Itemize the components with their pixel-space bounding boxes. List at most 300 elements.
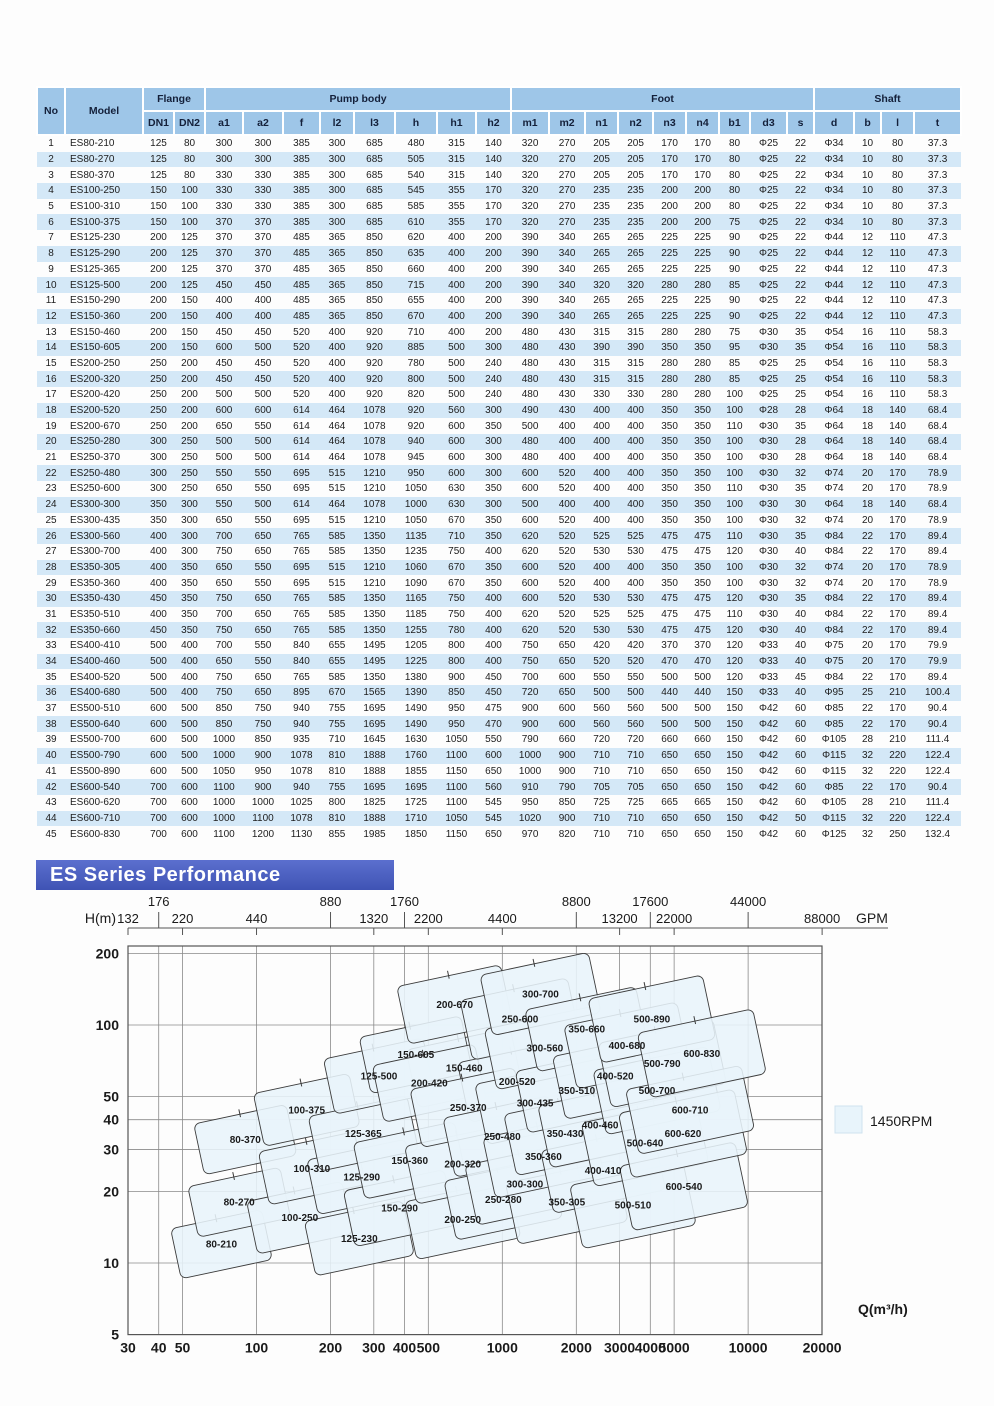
table-cell: 250 bbox=[150, 405, 167, 417]
table-cell: 22 bbox=[861, 781, 874, 793]
table-cell: 80 bbox=[728, 169, 741, 181]
table-cell: 68.4 bbox=[927, 436, 948, 448]
table-cell: 78.9 bbox=[927, 577, 948, 589]
table-cell: Φ25 bbox=[758, 389, 779, 401]
table-cell: 20 bbox=[861, 656, 874, 668]
table-cell: 111.4 bbox=[925, 734, 950, 746]
table-cell: 710 bbox=[593, 750, 610, 762]
table-cell: 480 bbox=[521, 357, 539, 369]
table-cell: 37.3 bbox=[927, 185, 948, 197]
table-cell: 265 bbox=[627, 248, 644, 260]
table-cell: 22 bbox=[794, 248, 807, 260]
table-cell: 89.4 bbox=[927, 608, 948, 620]
table-cell: 150 bbox=[726, 781, 743, 793]
table-cell: 400 bbox=[448, 310, 465, 322]
table-cell: 110 bbox=[889, 357, 906, 369]
region-label: 100-375 bbox=[288, 1105, 326, 1117]
table-cell: 6 bbox=[48, 216, 54, 228]
table-cell: 920 bbox=[407, 420, 425, 432]
table-cell: Φ54 bbox=[824, 326, 844, 338]
table-cell: 480 bbox=[521, 342, 539, 354]
column-header: h2 bbox=[476, 111, 511, 135]
table-cell: 585 bbox=[328, 671, 346, 683]
table-cell: 655 bbox=[407, 295, 425, 307]
table-cell: Φ75 bbox=[824, 656, 844, 668]
table-cell: 500 bbox=[181, 750, 198, 762]
table-cell: 122.4 bbox=[925, 765, 951, 777]
table-cell: 170 bbox=[485, 201, 502, 213]
x-tick-label: 300 bbox=[362, 1339, 386, 1356]
table-cell: 765 bbox=[293, 546, 310, 558]
table-cell: ES600-710 bbox=[70, 812, 121, 824]
table-cell: 940 bbox=[293, 781, 310, 793]
table-cell: 600 bbox=[448, 467, 465, 479]
table-cell: 35 bbox=[794, 530, 807, 542]
table-cell: 365 bbox=[328, 310, 346, 322]
x-tick-label: 10000 bbox=[728, 1339, 768, 1356]
table-cell: 500 bbox=[593, 687, 610, 699]
table-cell: Φ84 bbox=[824, 546, 844, 558]
gpm-tick-label: 44000 bbox=[730, 894, 767, 909]
table-cell: 480 bbox=[521, 436, 539, 448]
table-cell: 600 bbox=[181, 828, 198, 840]
table-cell: 300 bbox=[485, 499, 502, 511]
table-cell: 315 bbox=[593, 326, 610, 338]
table-cell: 520 bbox=[558, 546, 576, 558]
table-cell: 790 bbox=[521, 734, 539, 746]
table-cell: 385 bbox=[293, 138, 310, 150]
table-cell: Φ84 bbox=[824, 530, 844, 542]
table-cell: 78.9 bbox=[927, 483, 948, 495]
table-cell: 265 bbox=[593, 295, 610, 307]
column-header: n4 bbox=[686, 111, 719, 135]
table-cell: 330 bbox=[215, 185, 233, 197]
table-cell: Φ30 bbox=[758, 452, 779, 464]
table-cell: 500 bbox=[254, 499, 272, 511]
table-cell: 22 bbox=[794, 232, 807, 244]
table-cell: 60 bbox=[794, 750, 807, 762]
table-cell: 1100 bbox=[445, 781, 468, 793]
region-label: 400-520 bbox=[596, 1071, 634, 1083]
table-cell: 12 bbox=[861, 263, 874, 275]
table-cell: 585 bbox=[407, 201, 425, 213]
table-cell: 480 bbox=[521, 452, 539, 464]
table-cell: 80 bbox=[728, 185, 741, 197]
table-cell: 110 bbox=[889, 310, 906, 322]
table-cell: Φ25 bbox=[758, 185, 779, 197]
table-cell: 500 bbox=[181, 718, 198, 730]
table-cell: 695 bbox=[293, 561, 310, 573]
table-cell: Φ44 bbox=[824, 310, 844, 322]
table-cell: 205 bbox=[627, 154, 644, 166]
table-cell: 150 bbox=[150, 216, 167, 228]
table-cell: 400 bbox=[328, 373, 346, 385]
table-cell: 650 bbox=[694, 765, 711, 777]
table-cell: 20 bbox=[861, 514, 874, 526]
region-label: 150-605 bbox=[397, 1050, 435, 1062]
table-cell: Φ34 bbox=[824, 154, 844, 166]
table-cell: Φ33 bbox=[758, 640, 779, 652]
table-cell: 60 bbox=[794, 828, 807, 840]
table-cell: Φ85 bbox=[824, 718, 844, 730]
table-cell: 1200 bbox=[251, 828, 275, 840]
table-cell: 750 bbox=[215, 671, 233, 683]
table-cell: 720 bbox=[627, 734, 644, 746]
table-cell: Φ25 bbox=[758, 216, 779, 228]
table-cell: 530 bbox=[627, 593, 644, 605]
table-cell: 610 bbox=[407, 216, 425, 228]
table-cell: 650 bbox=[661, 781, 678, 793]
table-cell: 38 bbox=[45, 718, 57, 730]
table-row bbox=[37, 371, 961, 387]
table-cell: Φ85 bbox=[824, 703, 844, 715]
table-row bbox=[37, 732, 961, 748]
table-cell: 1078 bbox=[363, 499, 386, 511]
table-cell: 370 bbox=[254, 263, 272, 275]
table-cell: 33 bbox=[45, 640, 57, 652]
table-cell: 35 bbox=[794, 593, 807, 605]
table-cell: 280 bbox=[694, 326, 711, 338]
table-cell: 300 bbox=[328, 201, 346, 213]
table-cell: 320 bbox=[521, 154, 539, 166]
table-cell: 920 bbox=[366, 326, 383, 338]
table-cell: 10 bbox=[861, 138, 874, 150]
table-cell: 1135 bbox=[405, 530, 427, 542]
table-cell: 300 bbox=[485, 436, 502, 448]
table-cell: 1050 bbox=[445, 734, 468, 746]
table-cell: 32 bbox=[794, 561, 807, 573]
table-row bbox=[37, 387, 961, 403]
table-cell: 370 bbox=[661, 640, 678, 652]
region-label: 500-700 bbox=[638, 1086, 676, 1098]
table-cell: 34 bbox=[45, 656, 57, 668]
table-cell: 200 bbox=[150, 295, 167, 307]
table-cell: 1078 bbox=[363, 436, 386, 448]
table-cell: 1000 bbox=[518, 750, 542, 762]
table-row bbox=[37, 513, 961, 529]
table-cell: 120 bbox=[726, 656, 743, 668]
column-header: t bbox=[914, 111, 961, 135]
table-cell: 300 bbox=[215, 138, 233, 150]
table-cell: 400 bbox=[448, 232, 465, 244]
table-cell: 68.4 bbox=[927, 420, 948, 432]
table-cell: 1100 bbox=[445, 797, 468, 809]
table-cell: 720 bbox=[521, 687, 539, 699]
table-cell: 150 bbox=[181, 310, 198, 322]
table-cell: 400 bbox=[485, 640, 502, 652]
table-cell: 650 bbox=[558, 656, 576, 668]
region-label: 200-250 bbox=[444, 1215, 482, 1227]
table-cell: 614 bbox=[293, 405, 310, 417]
table-cell: 370 bbox=[254, 216, 272, 228]
table-cell: ES500-640 bbox=[70, 718, 121, 730]
table-cell: Φ30 bbox=[758, 546, 779, 558]
table-cell: 50 bbox=[794, 812, 807, 824]
table-cell: Φ42 bbox=[758, 750, 779, 762]
table-cell: 150 bbox=[181, 295, 198, 307]
table-cell: 122.4 bbox=[925, 812, 951, 824]
region-label: 300-435 bbox=[516, 1098, 554, 1110]
table-cell: 280 bbox=[661, 389, 678, 401]
table-cell: 525 bbox=[593, 608, 610, 620]
table-cell: 350 bbox=[694, 577, 711, 589]
table-cell: 250 bbox=[181, 467, 198, 479]
table-cell: 520 bbox=[558, 483, 576, 495]
table-cell: 935 bbox=[293, 734, 310, 746]
table-row bbox=[37, 465, 961, 481]
performance-chart bbox=[60, 890, 994, 1390]
table-cell: 235 bbox=[593, 216, 610, 228]
table-cell: 400 bbox=[150, 530, 167, 542]
table-cell: 37.3 bbox=[927, 169, 948, 181]
table-cell: 270 bbox=[558, 185, 576, 197]
table-cell: 22 bbox=[861, 546, 874, 558]
table-cell: 10 bbox=[861, 154, 874, 166]
table-cell: 320 bbox=[627, 279, 644, 291]
table-cell: 400 bbox=[627, 420, 644, 432]
table-cell: 530 bbox=[593, 593, 610, 605]
table-cell: 170 bbox=[661, 154, 678, 166]
table-cell: 500 bbox=[254, 436, 272, 448]
table-cell: 150 bbox=[726, 718, 743, 730]
table-row bbox=[37, 544, 961, 560]
table-cell: 1350 bbox=[363, 530, 386, 542]
table-cell: 270 bbox=[558, 169, 576, 181]
table-cell: 600 bbox=[521, 514, 539, 526]
table-cell: 200 bbox=[694, 185, 711, 197]
table-cell: 315 bbox=[448, 169, 465, 181]
table-cell: 370 bbox=[254, 248, 272, 260]
table-cell: 205 bbox=[593, 169, 610, 181]
table-cell: 18 bbox=[861, 405, 874, 417]
table-cell: 170 bbox=[694, 138, 711, 150]
table-cell: 440 bbox=[694, 687, 711, 699]
table-cell: 1495 bbox=[363, 656, 386, 668]
table-cell: 315 bbox=[593, 357, 610, 369]
table-cell: 235 bbox=[627, 201, 644, 213]
table-cell: 1185 bbox=[405, 608, 427, 620]
table-cell: 950 bbox=[254, 765, 272, 777]
table-cell: 10 bbox=[861, 216, 874, 228]
table-cell: 26 bbox=[45, 530, 57, 542]
table-cell: 650 bbox=[215, 656, 233, 668]
table-cell: 450 bbox=[254, 326, 272, 338]
table-cell: 370 bbox=[215, 216, 233, 228]
table-cell: 170 bbox=[889, 467, 906, 479]
table-cell: ES300-700 bbox=[70, 546, 121, 558]
table-cell: 200 bbox=[150, 342, 167, 354]
table-cell: 20 bbox=[861, 577, 874, 589]
table-cell: 47.3 bbox=[927, 248, 948, 260]
table-cell: 100 bbox=[726, 499, 743, 511]
column-header: b bbox=[854, 111, 881, 135]
table-cell: 800 bbox=[407, 373, 425, 385]
table-cell: 315 bbox=[627, 326, 644, 338]
table-cell: 1210 bbox=[363, 467, 386, 479]
table-cell: 350 bbox=[661, 467, 678, 479]
flow-axis-label: Q(m³/h) bbox=[858, 1301, 908, 1317]
table-cell: 550 bbox=[254, 656, 272, 668]
table-cell: 12 bbox=[861, 248, 874, 260]
table-cell: 365 bbox=[328, 263, 346, 275]
table-row bbox=[37, 135, 961, 152]
table-cell: Φ84 bbox=[824, 608, 844, 620]
table-cell: 75 bbox=[728, 216, 741, 228]
x-tick-label: 100 bbox=[244, 1339, 269, 1356]
table-cell: 170 bbox=[694, 154, 711, 166]
table-cell: 21 bbox=[45, 452, 57, 464]
table-cell: 300 bbox=[328, 169, 346, 181]
table-cell: 600 bbox=[448, 452, 465, 464]
table-cell: 475 bbox=[661, 530, 678, 542]
table-cell: 41 bbox=[45, 765, 57, 777]
table-cell: 650 bbox=[485, 828, 502, 840]
table-cell: 490 bbox=[521, 405, 539, 417]
table-cell: 300 bbox=[485, 342, 502, 354]
table-cell: 90.4 bbox=[927, 703, 948, 715]
table-cell: 1210 bbox=[363, 483, 386, 495]
table-cell: 485 bbox=[293, 263, 310, 275]
table-row bbox=[37, 262, 961, 278]
table-cell: 520 bbox=[293, 373, 310, 385]
table-cell: 500 bbox=[521, 499, 539, 511]
table-cell: 900 bbox=[448, 671, 465, 683]
table-cell: 300 bbox=[150, 436, 167, 448]
table-cell: 315 bbox=[448, 138, 465, 150]
region-label: 500-510 bbox=[614, 1200, 652, 1212]
table-cell: 18 bbox=[861, 436, 874, 448]
table-cell: 710 bbox=[448, 530, 465, 542]
table-cell: 350 bbox=[181, 577, 198, 589]
table-cell: 710 bbox=[328, 734, 346, 746]
table-cell: 340 bbox=[558, 248, 576, 260]
table-cell: Φ54 bbox=[824, 389, 844, 401]
table-cell: 695 bbox=[293, 514, 310, 526]
table-cell: Φ25 bbox=[758, 295, 779, 307]
table-cell: 150 bbox=[181, 342, 198, 354]
table-cell: 400 bbox=[328, 389, 346, 401]
table-cell: ES125-500 bbox=[70, 279, 121, 291]
table-cell: 200 bbox=[485, 279, 502, 291]
table-cell: 28 bbox=[861, 797, 874, 809]
table-cell: 470 bbox=[661, 656, 678, 668]
table-cell: 500 bbox=[215, 436, 233, 448]
table-cell: 400 bbox=[181, 671, 198, 683]
table-cell: 650 bbox=[215, 577, 233, 589]
table-cell: ES300-435 bbox=[70, 514, 121, 526]
table-cell: 265 bbox=[593, 263, 610, 275]
table-cell: 1565 bbox=[363, 687, 386, 699]
table-cell: 800 bbox=[328, 797, 346, 809]
table-cell: 1078 bbox=[363, 405, 386, 417]
table-cell: 650 bbox=[215, 483, 233, 495]
y-tick-label: 50 bbox=[103, 1088, 119, 1105]
table-cell: ES125-365 bbox=[70, 263, 121, 275]
table-cell: 90 bbox=[728, 310, 741, 322]
table-cell: 110 bbox=[889, 326, 906, 338]
table-cell: 850 bbox=[366, 232, 383, 244]
table-cell: Φ42 bbox=[758, 718, 779, 730]
table-cell: 670 bbox=[448, 577, 465, 589]
table-cell: 250 bbox=[150, 389, 167, 401]
table-cell: Φ34 bbox=[824, 185, 844, 197]
region-label: 400-410 bbox=[584, 1165, 622, 1177]
column-header: b1 bbox=[719, 111, 750, 135]
table-cell: 710 bbox=[593, 828, 610, 840]
table-cell: ES200-420 bbox=[70, 389, 121, 401]
table-cell: Φ25 bbox=[758, 373, 779, 385]
table-cell: 47.3 bbox=[927, 263, 948, 275]
table-cell: Φ34 bbox=[824, 169, 844, 181]
table-cell: Φ74 bbox=[824, 514, 844, 526]
table-cell: ES200-250 bbox=[70, 357, 121, 369]
table-cell: 225 bbox=[694, 232, 711, 244]
table-cell: 22 bbox=[794, 154, 807, 166]
performance-chart-section bbox=[60, 890, 994, 1390]
table-cell: 520 bbox=[293, 342, 310, 354]
table-cell: 80 bbox=[728, 138, 741, 150]
table-cell: 1100 bbox=[252, 812, 274, 824]
table-cell: 1000 bbox=[404, 499, 428, 511]
table-row bbox=[37, 450, 961, 466]
table-cell: 1150 bbox=[445, 765, 468, 777]
table-cell: 945 bbox=[407, 452, 425, 464]
table-cell: 350 bbox=[661, 420, 678, 432]
table-cell: 250 bbox=[150, 357, 167, 369]
table-row bbox=[37, 497, 961, 513]
table-cell: 500 bbox=[215, 452, 233, 464]
table-cell: Φ64 bbox=[824, 452, 844, 464]
table-cell: 400 bbox=[627, 467, 644, 479]
table-cell: 800 bbox=[448, 640, 465, 652]
table-cell: Φ28 bbox=[758, 405, 779, 417]
table-cell: 60 bbox=[794, 734, 807, 746]
table-cell: 600 bbox=[558, 703, 576, 715]
table-cell: 225 bbox=[661, 232, 678, 244]
x-tick-label: 20000 bbox=[802, 1339, 842, 1356]
table-cell: 385 bbox=[293, 154, 310, 166]
table-cell: 620 bbox=[521, 608, 539, 620]
table-cell: Φ33 bbox=[758, 687, 779, 699]
region-label: 125-365 bbox=[344, 1129, 382, 1141]
table-cell: 270 bbox=[558, 138, 576, 150]
table-cell: 32 bbox=[861, 750, 874, 762]
table-cell: 58.3 bbox=[927, 373, 948, 385]
table-cell: 18 bbox=[45, 405, 57, 417]
table-cell: 475 bbox=[694, 593, 711, 605]
table-cell: 765 bbox=[293, 593, 310, 605]
table-cell: 475 bbox=[694, 608, 711, 620]
table-cell: 1490 bbox=[404, 718, 428, 730]
table-cell: 58.3 bbox=[927, 357, 948, 369]
table-cell: 80 bbox=[891, 216, 904, 228]
table-row bbox=[37, 528, 961, 544]
table-cell: 1350 bbox=[363, 624, 386, 636]
table-cell: 500 bbox=[661, 703, 678, 715]
table-cell: 200 bbox=[694, 201, 711, 213]
table-cell: 940 bbox=[293, 703, 310, 715]
table-cell: 1645 bbox=[363, 734, 386, 746]
table-cell: 32 bbox=[45, 624, 57, 636]
table-cell: 950 bbox=[521, 797, 539, 809]
column-header: h1 bbox=[437, 111, 476, 135]
table-cell: 150 bbox=[726, 812, 743, 824]
region-label: 125-500 bbox=[360, 1071, 398, 1083]
table-cell: 550 bbox=[215, 499, 233, 511]
table-cell: 200 bbox=[150, 248, 167, 260]
table-cell: 520 bbox=[293, 389, 310, 401]
table-cell: 600 bbox=[150, 734, 167, 746]
